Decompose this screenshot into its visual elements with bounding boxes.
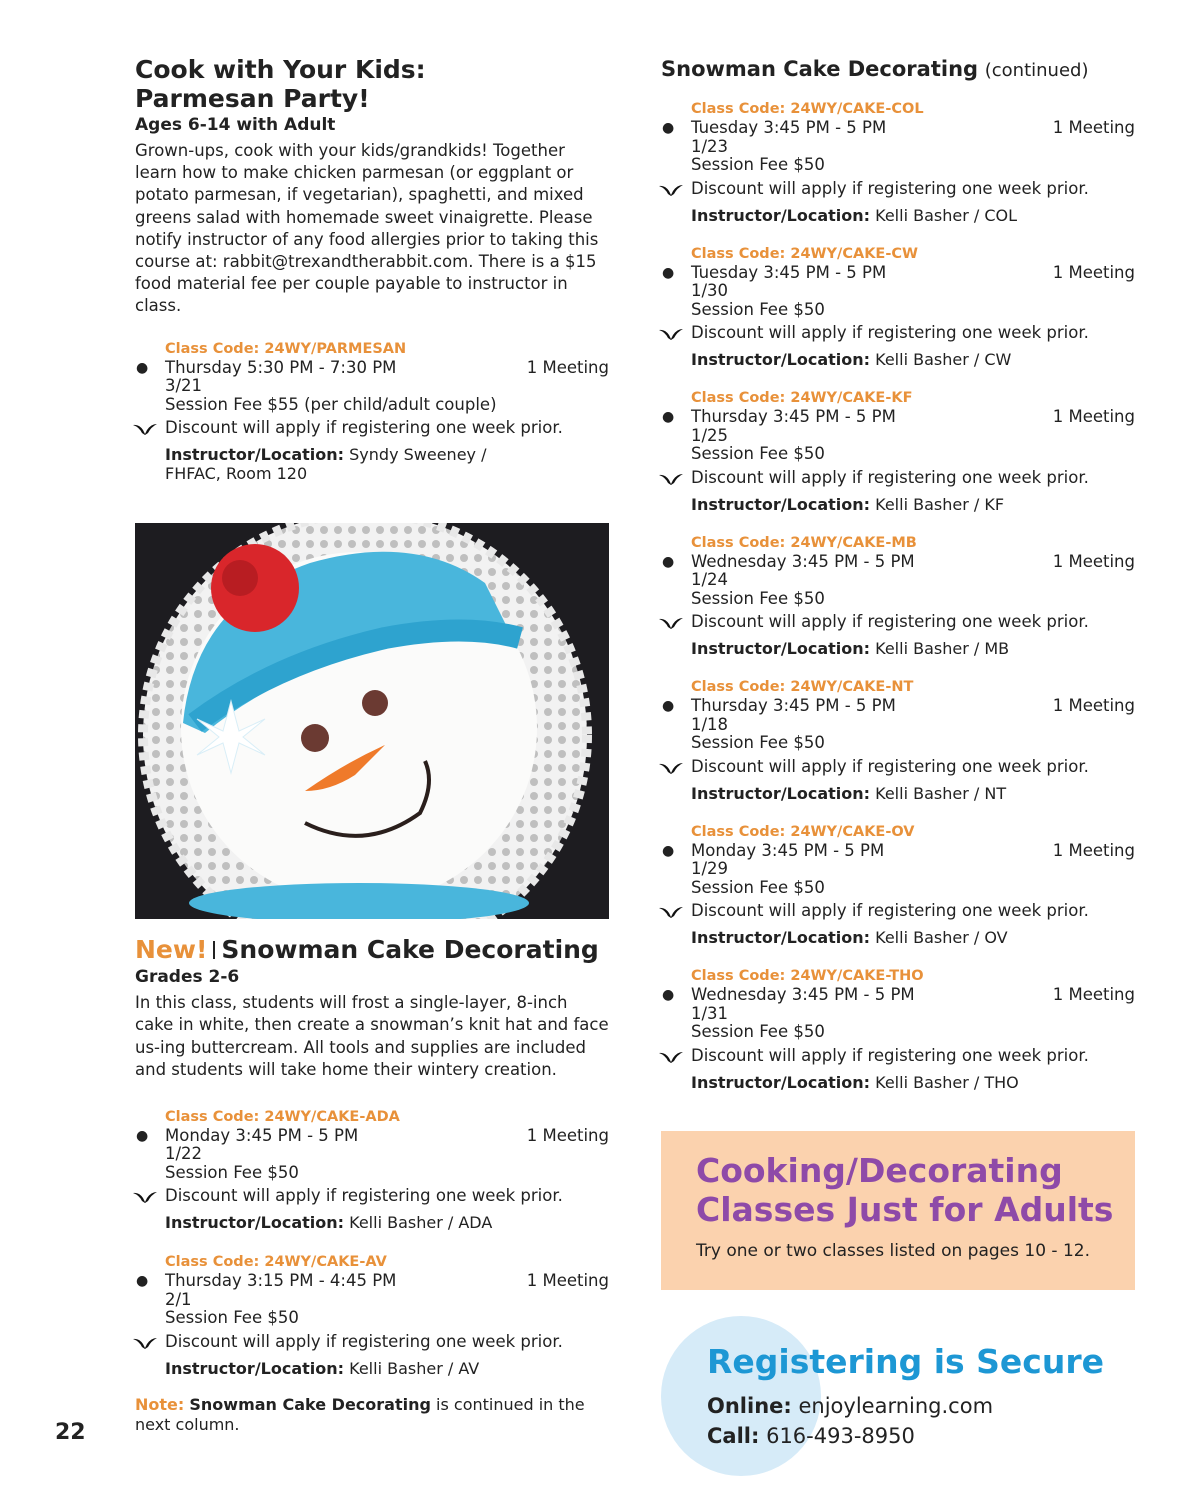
- day-time: Wednesday 3:45 PM - 5 PM: [691, 985, 915, 1004]
- schedule-row: [662, 118, 1135, 138]
- meetings: 1 Meeting: [1052, 840, 1135, 860]
- schedule-row: [662, 551, 1135, 572]
- bullet-icon: ●: [662, 120, 675, 136]
- discount-text: Discount will apply if registering one week prior.: [165, 1331, 563, 1351]
- discount-note: [691, 900, 1135, 922]
- course-parmesan: [135, 339, 609, 484]
- course-block: [661, 677, 1135, 803]
- meetings: 1 Meeting: [1052, 985, 1135, 1004]
- course-block: [661, 966, 1135, 1092]
- date: 1/31: [691, 1003, 729, 1023]
- class-code: Class Code: 24WY/CAKE-CW: [691, 245, 918, 262]
- session-fee: Session Fee $50: [691, 877, 825, 897]
- meetings: 1 Meeting: [1052, 696, 1135, 715]
- bullet-icon: ●: [662, 987, 675, 1003]
- bullet-icon: ●: [136, 1273, 149, 1290]
- session-fee: Session Fee $50: [691, 299, 825, 319]
- session-fee: Session Fee $50: [691, 588, 825, 608]
- note-label: Note:: [135, 1394, 185, 1414]
- continued-title: Snowman Cake Decorating: [661, 57, 979, 81]
- instructor-location: [691, 350, 1135, 369]
- class-code: Class Code: 24WY/PARMESAN: [165, 340, 407, 357]
- schedule-row: [662, 262, 1135, 283]
- discount-text: Discount will apply if registering one week prior.: [165, 1186, 563, 1206]
- class-code: Class Code: 24WY/CAKE-THO: [691, 968, 924, 984]
- discount-note: [165, 417, 609, 439]
- bird-icon: [132, 1336, 158, 1350]
- parmesan-title-line1: Cook with Your Kids:: [135, 55, 426, 84]
- instructor-location: [691, 495, 1135, 514]
- meetings: 1 Meeting: [1052, 262, 1135, 282]
- instructor-value: Kelli Basher / THO: [875, 1072, 1019, 1092]
- class-code: Class Code: 24WY/CAKE-ADA: [165, 1108, 400, 1125]
- bird-icon: [658, 472, 684, 486]
- date: 1/23: [691, 136, 729, 156]
- bird-icon: [658, 327, 684, 341]
- session-fee: Session Fee $50: [691, 155, 825, 174]
- date: 1/25: [691, 425, 729, 445]
- day-time: Tuesday 3:45 PM - 5 PM: [691, 262, 887, 282]
- bird-icon: [658, 616, 684, 630]
- promo-title-line2: Classes Just for Adults: [696, 1190, 1114, 1229]
- date: 2/1: [165, 1289, 192, 1309]
- course-block: [661, 822, 1135, 948]
- class-code: Class Code: 24WY/CAKE-NT: [691, 679, 914, 695]
- session-fee: Session Fee $50: [165, 1162, 299, 1182]
- class-code: Class Code: 24WY/CAKE-AV: [165, 1254, 387, 1271]
- instructor-location: [691, 784, 1135, 803]
- continuation-note: [135, 1395, 609, 1435]
- snowman-title: [135, 935, 609, 965]
- call-label: Call:: [707, 1424, 760, 1448]
- online-label: Online:: [707, 1394, 792, 1418]
- schedule-row: [136, 1125, 609, 1146]
- class-code: Class Code: 24WY/CAKE-MB: [691, 534, 917, 551]
- instructor-location: [691, 1073, 1135, 1092]
- instructor-value: Syndy Sweeney /: [349, 445, 487, 465]
- discount-text: Discount will apply if registering one week prior.: [691, 612, 1089, 631]
- date: 1/22: [165, 1144, 203, 1164]
- discount-note: [691, 467, 1135, 489]
- title-divider: [213, 941, 215, 959]
- discount-text: Discount will apply if registering one week prior.: [691, 756, 1089, 776]
- bird-icon: [658, 905, 684, 919]
- register-online: [707, 1393, 993, 1419]
- date: 3/21: [165, 376, 203, 396]
- register-call: [707, 1423, 915, 1449]
- class-code: Class Code: 24WY/CAKE-COL: [691, 101, 924, 117]
- instructor-location: [691, 928, 1135, 947]
- bird-icon: [658, 1050, 684, 1064]
- course-block: [661, 244, 1135, 370]
- class-code: Class Code: 24WY/CAKE-KF: [691, 390, 913, 406]
- meetings: 1 Meeting: [1052, 551, 1135, 571]
- instructor-location: [691, 639, 1135, 658]
- schedule-row: [662, 985, 1135, 1005]
- instructor-value: Kelli Basher / MB: [875, 639, 1010, 658]
- adult-classes-promo: [661, 1131, 1135, 1290]
- bullet-icon: ●: [662, 264, 675, 281]
- instructor-value: Kelli Basher / ADA: [349, 1213, 493, 1233]
- day-time: Thursday 3:45 PM - 5 PM: [691, 696, 896, 715]
- promo-text: Try one or two classes listed on pages 10 - 12.: [696, 1241, 1090, 1261]
- session-fee: Session Fee $55 (per child/adult couple): [165, 394, 497, 414]
- instructor-label: Instructor/Location:: [691, 1072, 871, 1092]
- instructor-location: [165, 1359, 609, 1378]
- day-time: Thursday 3:15 PM - 4:45 PM: [165, 1271, 397, 1291]
- discount-note: [691, 178, 1135, 200]
- meetings: 1 Meeting: [526, 357, 609, 377]
- instructor-location: [165, 445, 609, 483]
- meetings: 1 Meeting: [526, 1125, 609, 1145]
- discount-note: [691, 1045, 1135, 1067]
- snowman-grades: Grades 2-6: [135, 967, 240, 988]
- date: 1/18: [691, 714, 729, 734]
- day-time: Thursday 3:45 PM - 5 PM: [691, 407, 896, 426]
- instructor-location: [691, 206, 1135, 225]
- schedule-row: [662, 840, 1135, 861]
- instructor-label: Instructor/Location:: [691, 205, 871, 225]
- day-time: Thursday 5:30 PM - 7:30 PM: [165, 357, 397, 377]
- course-cake-ada: [135, 1107, 609, 1233]
- promo-title-line1: Cooking/Decorating: [696, 1151, 1063, 1190]
- bird-icon: [658, 761, 684, 775]
- bullet-icon: ●: [662, 698, 675, 714]
- meetings: 1 Meeting: [526, 1271, 609, 1291]
- discount-note: [691, 611, 1135, 633]
- bird-icon: [658, 183, 684, 197]
- instructor-value-line2: FHFAC, Room 120: [165, 464, 308, 484]
- note-course-name: Snowman Cake Decorating: [189, 1394, 431, 1414]
- discount-note: [165, 1331, 609, 1353]
- day-time: Monday 3:45 PM - 5 PM: [691, 840, 885, 860]
- parmesan-title-line2: Parmesan Party!: [135, 84, 370, 113]
- meetings: 1 Meeting: [1052, 407, 1135, 426]
- session-fee: Session Fee $50: [691, 733, 825, 752]
- day-time: Tuesday 3:45 PM - 5 PM: [691, 118, 887, 137]
- snowman-cake-photo: [135, 523, 609, 919]
- discount-note: [691, 756, 1135, 778]
- instructor-location: [165, 1213, 609, 1232]
- instructor-label: Instructor/Location:: [691, 350, 871, 369]
- instructor-label: Instructor/Location:: [165, 1358, 345, 1378]
- instructor-value: Kelli Basher / NT: [875, 783, 1007, 803]
- discount-text: Discount will apply if registering one week prior.: [165, 418, 563, 438]
- parmesan-ages: Ages 6-14 with Adult: [135, 115, 336, 135]
- continued-suffix: (continued): [984, 60, 1089, 81]
- snowman-description: In this class, students will frost a single-layer, 8-inch cake in white, then create a snowman’s knit hat and face us-ing buttercream. All tools and supplies are included and students will take home their wintery creation.: [135, 993, 609, 1079]
- course-cake-av: [135, 1252, 609, 1378]
- parmesan-description: Grown-ups, cook with your kids/grandkids! Together learn how to make chicken parmesan (or eggplant or potato parmesan, if vegetarian), spaghetti, and mixed greens salad with homemade sweet vinaigrette. Please notify instructor of any food allergies prior to taking this course at: rabbit@trexandtherabbit.com. There is a $15 food material fee per couple payable to instructor in class.: [135, 141, 599, 316]
- class-code: Class Code: 24WY/CAKE-OV: [691, 823, 915, 840]
- date: 1/29: [691, 859, 729, 878]
- discount-text: Discount will apply if registering one week prior.: [691, 1045, 1089, 1065]
- left-column: [135, 55, 609, 1435]
- date: 1/24: [691, 570, 729, 589]
- day-time: Monday 3:45 PM - 5 PM: [165, 1125, 359, 1145]
- bullet-icon: ●: [662, 553, 675, 570]
- schedule-row: [662, 696, 1135, 716]
- course-block: [661, 533, 1135, 659]
- meetings: 1 Meeting: [1052, 118, 1135, 137]
- online-link[interactable]: enjoylearning.com: [798, 1394, 994, 1418]
- discount-note: [691, 322, 1135, 344]
- instructor-value: Kelli Basher / KF: [875, 494, 1005, 514]
- instructor-value: Kelli Basher / OV: [875, 928, 1008, 947]
- continued-heading: [661, 55, 1135, 85]
- session-fee: Session Fee $50: [691, 1022, 825, 1041]
- discount-text: Discount will apply if registering one week prior.: [691, 467, 1089, 487]
- course-block: [661, 99, 1135, 225]
- instructor-value: Kelli Basher / COL: [875, 205, 1018, 225]
- instructor-label: Instructor/Location:: [691, 783, 871, 803]
- schedule-row: [136, 1271, 609, 1291]
- instructor-label: Instructor/Location:: [691, 928, 871, 947]
- schedule-row: [662, 407, 1135, 427]
- instructor-value: Kelli Basher / AV: [349, 1358, 480, 1378]
- instructor-label: Instructor/Location:: [691, 494, 871, 514]
- register-title: Registering is Secure: [707, 1342, 1105, 1381]
- session-fee: Session Fee $50: [165, 1308, 299, 1328]
- session-fee: Session Fee $50: [691, 444, 825, 463]
- bird-icon: [132, 422, 158, 436]
- call-number[interactable]: 616-493-8950: [766, 1424, 915, 1448]
- instructor-label: Instructor/Location:: [691, 639, 871, 658]
- snowman-title-text: Snowman Cake Decorating: [221, 935, 599, 965]
- day-time: Wednesday 3:45 PM - 5 PM: [691, 551, 915, 571]
- bullet-icon: ●: [662, 409, 675, 425]
- instructor-label: Instructor/Location:: [165, 445, 345, 465]
- new-label: New!: [135, 935, 208, 965]
- date: 1/30: [691, 281, 729, 300]
- page-number: 22: [55, 1420, 86, 1445]
- bullet-icon: ●: [136, 359, 149, 376]
- note-text: is continued in the next column.: [135, 1394, 585, 1434]
- bullet-icon: ●: [662, 842, 675, 859]
- right-column: [661, 55, 1135, 1092]
- discount-note: [165, 1185, 609, 1207]
- bullet-icon: ●: [136, 1127, 149, 1144]
- discount-text: Discount will apply if registering one week prior.: [691, 178, 1089, 198]
- schedule-row: [136, 357, 609, 378]
- discount-text: Discount will apply if registering one week prior.: [691, 901, 1089, 920]
- instructor-value: Kelli Basher / CW: [875, 350, 1012, 369]
- instructor-label: Instructor/Location:: [165, 1213, 345, 1233]
- bird-icon: [132, 1190, 158, 1204]
- course-block: [661, 388, 1135, 514]
- discount-text: Discount will apply if registering one week prior.: [691, 323, 1089, 342]
